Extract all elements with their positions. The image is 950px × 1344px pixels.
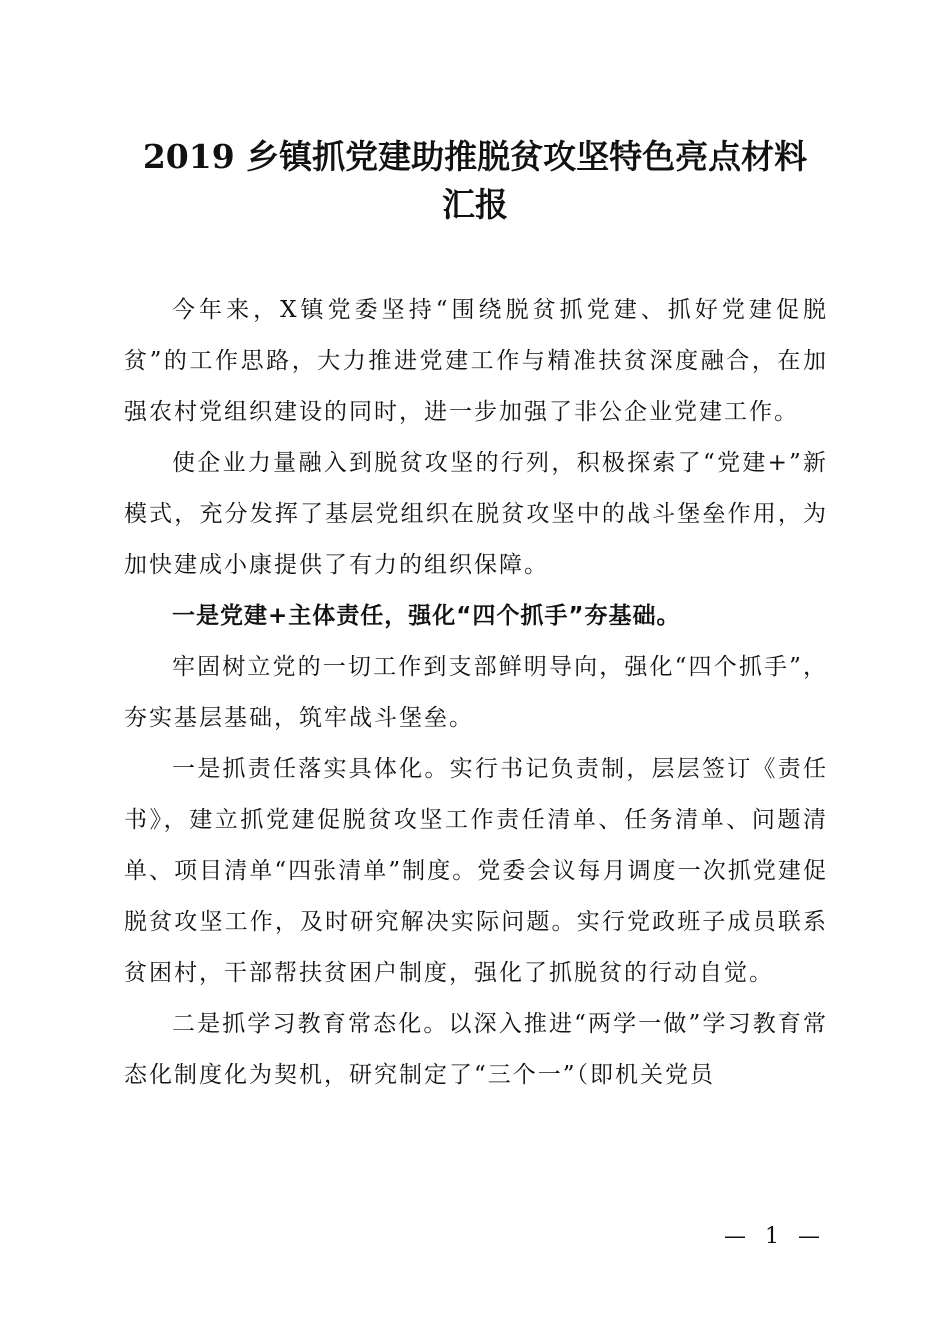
paragraph-learning-education: 二是抓学习教育常态化。以深入推进“两学一做”学习教育常态化制度化为契机，研究制定了“三个一”（即机关党员 — [124, 1011, 828, 1088]
page-number: — 1 — — [724, 1224, 826, 1249]
paragraph-intro: 今年来，X镇党委坚持“围绕脱贫抓党建、抓好党建促脱贫”的工作思路，大力推进党建工作与精准扶贫深度融合，在加强农村党组织建设的同时，进一步加强了非公企业党建工作。 — [124, 297, 828, 425]
section-heading-main-responsibility: 一是党建+主体责任，强化“四个抓手”夯基础。 — [172, 603, 681, 629]
document-title-line1: 2019 乡镇抓党建助推脱贫攻坚特色亮点材料 — [142, 137, 808, 176]
document-title-line2: 汇报 — [442, 185, 508, 224]
paragraph-party-building-model: 使企业力量融入到脱贫攻坚的行列，积极探索了“党建+”新模式，充分发挥了基层党组织在脱贫攻坚中的战斗堡垒作用，为加快建成小康提供了有力的组织保障。 — [124, 450, 828, 578]
paragraph-four-grips: 牢固树立党的一切工作到支部鲜明导向，强化“四个抓手”，夯实基层基础，筑牢战斗堡垒。 — [124, 654, 828, 731]
paragraph-responsibility: 一是抓责任落实具体化。实行书记负责制，层层签订《责任书》，建立抓党建促脱贫攻坚工作责任清单、任务清单、问题清单、项目清单“四张清单”制度。党委会议每月调度一次抓党建促脱贫攻坚工作，及时研究解决实际问题。实行党政班子成员联系贫困村，干部帮扶贫困户制度，强化了抓脱贫的行动自觉。 — [124, 756, 828, 986]
document-body — [124, 285, 828, 1101]
